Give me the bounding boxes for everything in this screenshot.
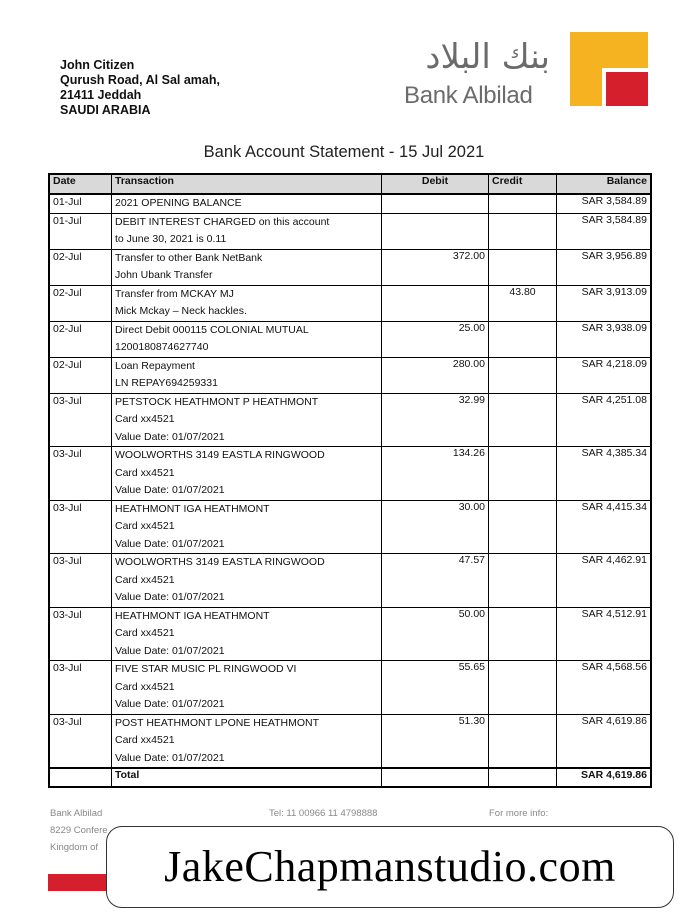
- row-balance: SAR 4,512.91: [557, 607, 652, 661]
- row-debit: 25.00: [382, 321, 489, 357]
- footer-address-line2: Kingdom of: [50, 842, 99, 853]
- transaction-line: PETSTOCK HEATHMONT P HEATHMONT: [115, 395, 319, 408]
- row-transaction: [112, 249, 382, 285]
- row-date: 01-Jul: [49, 194, 112, 213]
- transactions-table: [48, 173, 652, 788]
- customer-street: Qurush Road, Al Sal amah,: [60, 73, 220, 87]
- total-date-cell: [49, 768, 112, 787]
- footer-bank-info: [50, 808, 108, 853]
- row-transaction: [112, 194, 382, 213]
- row-debit: [382, 285, 489, 321]
- transaction-line: Loan Repayment: [115, 359, 195, 372]
- col-date: Date: [49, 174, 112, 194]
- statement-title: Bank Account Statement - 15 Jul 2021: [203, 143, 485, 161]
- row-balance: SAR 3,584.89: [557, 213, 652, 249]
- row-balance: SAR 4,619.86: [557, 714, 652, 768]
- transaction-line: Transfer to other Bank NetBank: [115, 251, 263, 264]
- table-row: [49, 285, 651, 321]
- transaction-line: Value Date: 01/07/2021: [115, 698, 225, 710]
- table-row: [49, 393, 651, 447]
- bank-logo: [402, 30, 652, 110]
- transaction-line: Mick Mckay – Neck hackles.: [115, 305, 247, 317]
- row-date: 03-Jul: [49, 393, 112, 447]
- table-row: [49, 500, 651, 554]
- transaction-line: Value Date: 01/07/2021: [115, 751, 225, 764]
- row-credit: [489, 661, 557, 715]
- transaction-line: HEATHMONT IGA HEATHMONT: [115, 609, 270, 622]
- row-balance: SAR 3,913.09: [557, 285, 652, 321]
- row-debit: 280.00: [382, 357, 489, 393]
- row-date: 03-Jul: [49, 447, 112, 501]
- table-row: [49, 554, 651, 608]
- table-row: [49, 249, 651, 285]
- customer-city: 21411 Jeddah: [60, 88, 142, 102]
- transaction-line: Card xx4521: [115, 466, 175, 479]
- transaction-line: John Ubank Transfer: [115, 269, 213, 281]
- row-credit: 43.80: [489, 285, 557, 321]
- customer-address: [60, 58, 220, 118]
- row-credit: [489, 554, 557, 608]
- row-debit: 372.00: [382, 249, 489, 285]
- row-transaction: [112, 714, 382, 768]
- row-credit: [489, 500, 557, 554]
- transaction-line: to June 30, 2021 is 0.11: [115, 233, 227, 245]
- table-row: [49, 607, 651, 661]
- row-transaction: [112, 661, 382, 715]
- transaction-line: Card xx4521: [115, 627, 175, 639]
- transaction-line: Value Date: 01/07/2021: [115, 591, 225, 603]
- row-transaction: [112, 285, 382, 321]
- row-date: 01-Jul: [49, 213, 112, 249]
- row-credit: [489, 393, 557, 447]
- row-debit: 55.65: [382, 661, 489, 715]
- bank-logo-mark-icon: [570, 32, 648, 106]
- transaction-line: Card xx4521: [115, 573, 175, 586]
- bank-logo-arabic: [402, 32, 552, 76]
- row-credit: [489, 357, 557, 393]
- row-date: 02-Jul: [49, 285, 112, 321]
- customer-country: SAUDI ARABIA: [60, 103, 151, 117]
- row-transaction: [112, 393, 382, 447]
- table-row: [49, 213, 651, 249]
- row-date: 03-Jul: [49, 714, 112, 768]
- transaction-line: HEATHMONT IGA HEATHMONT: [115, 502, 270, 515]
- row-transaction: [112, 447, 382, 501]
- bank-logo-text: Bank Albilad: [404, 82, 533, 109]
- row-credit: [489, 249, 557, 285]
- footer-bank-name: Bank Albilad: [50, 808, 103, 819]
- col-credit: Credit: [489, 174, 557, 194]
- transaction-line: Card xx4521: [115, 734, 175, 746]
- footer-address-line1: 8229 Confere: [50, 825, 108, 836]
- row-transaction: [112, 357, 382, 393]
- row-date: 03-Jul: [49, 607, 112, 661]
- table-row: [49, 447, 651, 501]
- transaction-line: FIVE STAR MUSIC PL RINGWOOD VI: [115, 663, 297, 675]
- total-credit-cell: [489, 768, 557, 787]
- row-debit: [382, 194, 489, 213]
- transaction-line: DEBIT INTEREST CHARGED on this account: [115, 215, 330, 228]
- row-debit: 134.26: [382, 447, 489, 501]
- total-debit-cell: [382, 768, 489, 787]
- table-row: [49, 194, 651, 213]
- transaction-line: LN REPAY694259331: [115, 377, 218, 389]
- col-balance: Balance: [557, 174, 652, 194]
- row-balance: SAR 4,218.09: [557, 357, 652, 393]
- row-balance: SAR 4,385.34: [557, 447, 652, 501]
- row-date: 02-Jul: [49, 321, 112, 357]
- total-row: [49, 768, 651, 787]
- transaction-line: WOOLWORTHS 3149 EASTLA RINGWOOD: [115, 556, 325, 568]
- row-transaction: [112, 321, 382, 357]
- footer-tel: Tel: 11 00966 11 4798888: [269, 808, 378, 819]
- table-row: [49, 357, 651, 393]
- row-transaction: [112, 213, 382, 249]
- col-transaction: Transaction: [112, 174, 382, 194]
- transaction-line: 1200180874627740: [115, 341, 209, 353]
- col-debit: Debit: [382, 174, 489, 194]
- total-balance: SAR 4,619.86: [557, 768, 652, 787]
- watermark-banner: JakeChapmanstudio.com: [106, 826, 674, 908]
- row-balance: SAR 4,251.08: [557, 393, 652, 447]
- row-balance: SAR 4,568.56: [557, 661, 652, 715]
- table-row: [49, 321, 651, 357]
- transaction-line: Card xx4521: [115, 413, 175, 425]
- row-balance: SAR 4,462.91: [557, 554, 652, 608]
- row-balance: SAR 4,415.34: [557, 500, 652, 554]
- row-date: 03-Jul: [49, 554, 112, 608]
- row-credit: [489, 447, 557, 501]
- row-transaction: [112, 554, 382, 608]
- row-credit: [489, 607, 557, 661]
- transaction-line: Value Date: 01/07/2021: [115, 537, 225, 550]
- svg-text:بنك البلاد: بنك البلاد: [425, 37, 550, 76]
- row-transaction: [112, 500, 382, 554]
- transaction-line: Value Date: 01/07/2021: [115, 430, 225, 443]
- transaction-line: Direct Debit 000115 COLONIAL MUTUAL: [115, 323, 309, 336]
- transaction-line: Transfer from MCKAY MJ: [115, 287, 234, 300]
- row-debit: 50.00: [382, 607, 489, 661]
- row-credit: [489, 194, 557, 213]
- row-debit: [382, 213, 489, 249]
- table-header-row: [49, 174, 651, 194]
- total-label: Total: [112, 768, 382, 787]
- transaction-line: Card xx4521: [115, 680, 175, 693]
- row-date: 02-Jul: [49, 249, 112, 285]
- row-date: 02-Jul: [49, 357, 112, 393]
- row-credit: [489, 714, 557, 768]
- transaction-line: POST HEATHMONT LPONE HEATHMONT: [115, 716, 319, 729]
- row-credit: [489, 321, 557, 357]
- row-debit: 32.99: [382, 393, 489, 447]
- row-debit: 47.57: [382, 554, 489, 608]
- transaction-line: Value Date: 01/07/2021: [115, 644, 225, 657]
- row-balance: SAR 3,584.89: [557, 194, 652, 213]
- footer-more-info: For more info:: [489, 808, 549, 819]
- table-row: [49, 714, 651, 768]
- row-transaction: [112, 607, 382, 661]
- row-date: 03-Jul: [49, 500, 112, 554]
- row-date: 03-Jul: [49, 661, 112, 715]
- transaction-line: WOOLWORTHS 3149 EASTLA RINGWOOD: [115, 449, 325, 461]
- row-balance: SAR 3,938.09: [557, 321, 652, 357]
- row-debit: 51.30: [382, 714, 489, 768]
- transaction-line: Value Date: 01/07/2021: [115, 484, 225, 496]
- row-credit: [489, 213, 557, 249]
- row-balance: SAR 3,956.89: [557, 249, 652, 285]
- customer-name: John Citizen: [60, 58, 135, 72]
- table-row: [49, 661, 651, 715]
- transaction-line: 2021 OPENING BALANCE: [115, 197, 242, 209]
- row-debit: 30.00: [382, 500, 489, 554]
- transaction-line: Card xx4521: [115, 520, 175, 532]
